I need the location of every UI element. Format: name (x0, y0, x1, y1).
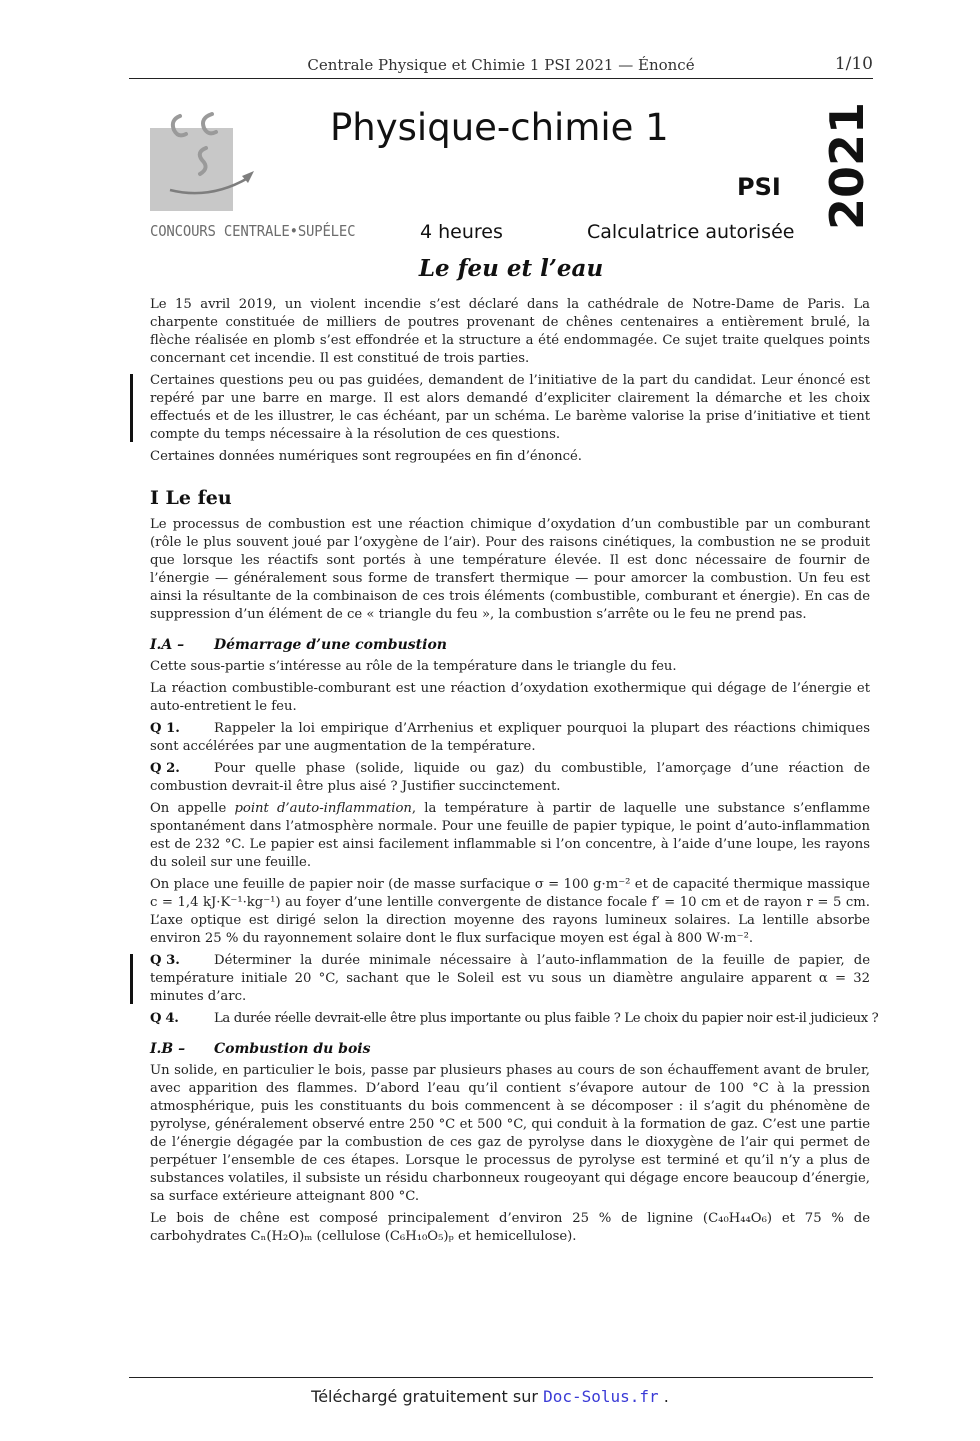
year-label: 2021 (820, 101, 874, 230)
subsection-a-label: Démarrage d’une combustion (214, 637, 447, 653)
logo-text: CONCOURS CENTRALE•SUPÉLEC (150, 222, 356, 240)
subsection-b-paragraph-2: Le bois de chêne est composé principalement d’environ 25 % de lignine (C₄₀H₄₄O₆) et 75 % de carbohydrates Cₙ(H₂O)ₘ (cellulose (C₆H₁₀O₅)ₚ et hemicellulose). (150, 1211, 870, 1244)
subsection-b-title (150, 1040, 870, 1058)
footer-end: . (658, 1387, 669, 1406)
question-3-number: Q 3. (150, 953, 180, 968)
question-4 (150, 1010, 879, 1028)
defined-term: point d’auto-inflammation (234, 801, 412, 816)
question-2-text: Pour quelle phase (solide, liquide ou gaz) du combustible, l’amorçage d’une réaction de combustion devrait-il être plus aisé ? Justifier succinctement. (150, 761, 870, 794)
question-1-number: Q 1. (150, 721, 180, 736)
paragraph-3-end: , la température à partir de laquelle une substance s’enflamme spontanément dans l’atmosphère normale. Pour une feuille de papier typique, le point d’auto-inflammation est de 232 °C. Le papier est ainsi facilement inflammable si l’on concentre, à l’aide d’une loupe, les rayons du soleil sur une feuille. (150, 801, 870, 870)
footer-rule (129, 1377, 873, 1378)
question-1 (150, 720, 870, 756)
logo-emblem-icon (150, 108, 270, 218)
subsection-a-paragraph-1: Cette sous-partie s’intéresse au rôle de la température dans le triangle du feu. (150, 659, 677, 674)
ccs-logo (150, 108, 356, 248)
question-3-text: Déterminer la durée minimale nécessaire à l’auto-inflammation de la feuille de papier, de température initiale 20 °C, sachant que le Soleil est vu sous un diamètre angulaire apparent α = 32 minutes d’arc. (150, 953, 870, 1004)
subsection-b-paragraph-1: Un solide, en particulier le bois, passe par plusieurs phases au cours de son échauffement avant de bruler, avec apparition des flammes. D’abord l’eau qu’il contient s’évapore autour de 100 °C à la pression atmosphérique, puis les constituants du bois commencent à se décomposer : il s’agit du phénomène de pyrolyse, généralement observé entre 250 °C et 500 °C, qui conduit à la formation de gaz. C’est une partie de l’énergie dégagée par la combustion de ces gaz de pyrolyse dans le dioxygène de l’air qui permet de perpétuer l’ensemble de ces étapes. Lorsque le processus de pyrolyse est terminé et qu’il n’y a plus de substances volatiles, il subsiste un résidu charbonneux rougeoyant qui dégage encore beaucoup d’énergie, sa surface extérieure atteignant 800 °C. (150, 1063, 870, 1204)
question-4-number: Q 4. (150, 1011, 179, 1026)
question-1-text: Rappeler la loi empirique d’Arrhenius et expliquer pourquoi la plupart des réactions chimiques sont accélérées par une augmentation de la température. (150, 721, 870, 754)
intro-paragraph-2: Certaines questions peu ou pas guidées, demandent de l’initiative de la part du candidat. Leur énoncé est repéré par une barre en marge. Il est alors demandé d’expliciter clairement la démarche et les choix effectués et de les illustrer, le cas échéant, par un schéma. Le barème valorise la prise d’initiative et tient compte du temps nécessaire à la résolution de ces questions. (150, 373, 870, 442)
paragraph-3-start: On appelle (150, 801, 235, 816)
page-footer (0, 1387, 980, 1406)
subsection-a-title (150, 636, 870, 654)
subsection-a-paragraph-3 (150, 800, 870, 872)
calculator-label: Calculatrice autorisée (587, 221, 795, 243)
footer-link[interactable]: Doc-Solus.fr (543, 1387, 659, 1406)
exam-subtitle: Le feu et l’eau (418, 255, 604, 282)
subsection-b-number: I.B – (150, 1041, 186, 1057)
section-intro: Le processus de combustion est une réaction chimique d’oxydation d’un combustible par un comburant (rôle le plus souvent joué par l’oxygène de l’air). Pour des raisons cinétiques, la combustion ne se produit que lorsque les réactifs sont portés à une température élevée. Il est donc nécessaire de fournir de l’énergie — généralement sous forme de transfert thermique — pour amorcer la combustion. Un feu est ainsi la résultante de la combinaison de ces trois éléments (combustible, comburant et énergie). En cas de suppression d’un élément de ce « triangle du feu », la combustion s’arrête ou le feu ne prend pas. (150, 517, 870, 622)
header-title: Centrale Physique et Chimie 1 PSI 2021 — Énoncé (307, 56, 695, 74)
intro-paragraph-1: Le 15 avril 2019, un violent incendie s’est déclaré dans la cathédrale de Notre-Dame de Paris. La charpente constituée de milliers de poutres provenant de chênes centenaires a entièrement brulé, la flèche réalisée en plomb s’est effondrée et la structure a été endommagée. Ce sujet traite quelques points concernant cet incendie. Il est constitué de trois parties. (150, 297, 870, 366)
document-body (150, 296, 879, 1250)
section-title: I Le feu (150, 487, 232, 509)
duration-label: 4 heures (420, 221, 503, 243)
question-2 (150, 760, 870, 796)
page-number: 1/10 (834, 54, 873, 74)
subsection-a-paragraph-4: On place une feuille de papier noir (de masse surfacique σ = 100 g·m⁻² et de capacité thermique massique c = 1,4 kJ·K⁻¹·kg⁻¹) au foyer d’une lentille convergente de distance focale f′ = 10 cm et de rayon r = 5 cm. L’axe optique est dirigé selon la direction moyenne des rayons lumineux solaires. La lentille absorbe environ 25 % du rayonnement solaire dont le flux surfacique moyen est égal à 800 W·m⁻². (150, 877, 870, 946)
question-4-text: La durée réelle devrait-elle être plus importante ou plus faible ? Le choix du papier noir est-il judicieux ? (214, 1011, 879, 1026)
subsection-b-label: Combustion du bois (214, 1041, 371, 1057)
page-header (129, 54, 873, 79)
question-3 (150, 952, 870, 1006)
footer-text: Téléchargé gratuitement sur (311, 1387, 544, 1406)
filiere-label: PSI (737, 173, 781, 201)
subsection-a-paragraph-2: La réaction combustible-comburant est une réaction d’oxydation exothermique qui dégage de l’énergie et auto-entretient le feu. (150, 681, 870, 714)
intro-paragraph-3: Certaines données numériques sont regroupées en fin d’énoncé. (150, 449, 582, 464)
exam-title: Physique-chimie 1 (330, 106, 669, 149)
subsection-a-number: I.A – (150, 637, 185, 653)
question-2-number: Q 2. (150, 761, 180, 776)
